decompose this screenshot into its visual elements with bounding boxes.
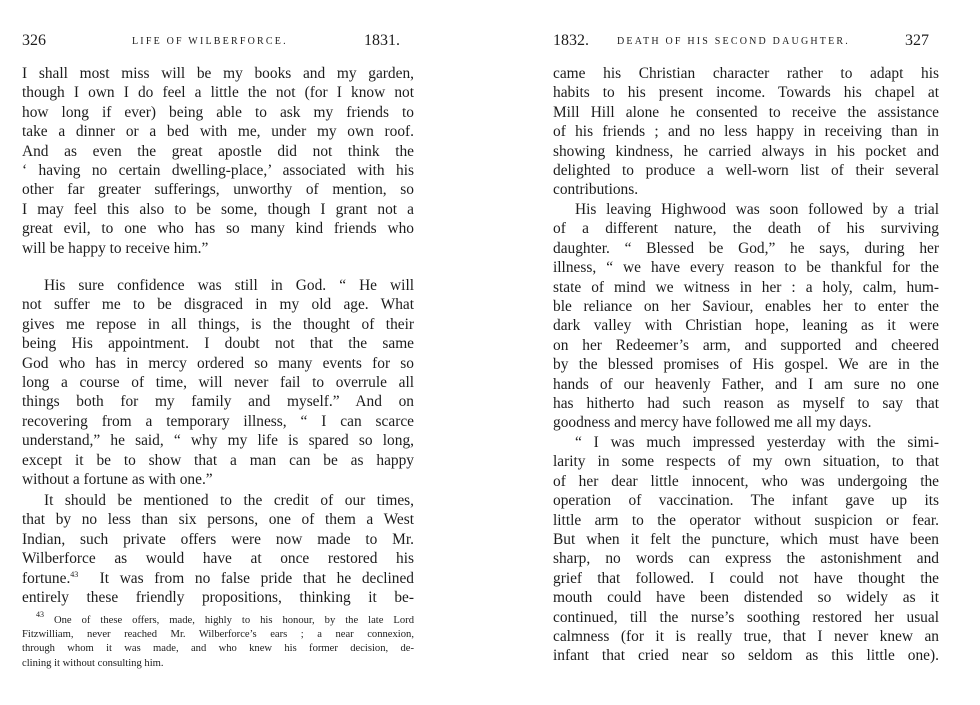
text-line: that by no less than six persons, one of them a West (22, 511, 414, 529)
text-line: hands of our heavenly Father, and I am sure no one (553, 375, 939, 393)
text-line: I shall most miss will be my books and my garden, (22, 65, 414, 82)
text-line: entirely these friendly propositions, thinking it be- (22, 588, 414, 606)
footnote-line: through whom it was made, and who knew his former decision, de- (22, 643, 414, 655)
text-line: on her Redeemer’s arm, and supported and cheered (553, 336, 939, 354)
text-line: of a different nature, the death of his surviving (553, 220, 939, 238)
left-page-header (22, 32, 414, 54)
text-line: daughter. “ Blessed be God,” he says, during her (553, 239, 939, 257)
text-line: has hitherto had such reason as myself to say that (553, 394, 939, 412)
text-line-with-footnote (22, 569, 414, 588)
text-line: will be happy to receive him.” (22, 239, 209, 257)
text-line: ble reliance on her Saviour, enables her to enter the (553, 297, 939, 315)
text-line: without a fortune as with one.” (22, 470, 213, 488)
right-page (553, 0, 939, 705)
year: 1831. (364, 32, 400, 49)
text-line: how long if ever) being able to ask my friends to (22, 103, 414, 121)
text-line: Mill Hill alone he consented to receive the assistance (553, 103, 939, 121)
text-line: came his Christian character rather to adapt his (553, 65, 939, 82)
footnote-text: One of these offers, made, highly to his honour, by the late Lord (53, 615, 414, 626)
text-line: except it be to show that a man can be as happy (22, 451, 414, 469)
footnote-line: Fitzwilliam, never reached Mr. Wilberforce’s ears ; a near connexion, (22, 629, 414, 641)
text-line: long a course of time, will never fail to overrule all (22, 373, 414, 391)
text-line: ‘ having no certain dwelling-place,’ associated with his (22, 161, 414, 179)
text-line: of his friends ; and no less happy in receiving than in (553, 123, 939, 141)
right-page-header (553, 32, 939, 54)
text-after-footnote-ref: It was from no false pride that he declined (99, 569, 414, 587)
text-line: sharp, no words can express the astonishment and (553, 550, 939, 568)
text-line: gives me repose in all things, is the thought of their (22, 315, 414, 333)
text-line: continued, till the nurse’s soothing restored her usual (553, 608, 939, 626)
footnote-marker: 43 (36, 610, 44, 619)
paragraph-1 (22, 64, 414, 258)
text-line: understand,” he said, “ why my life is spared so long, (22, 432, 414, 450)
paragraph-2 (22, 276, 414, 489)
paragraph-3 (22, 491, 414, 607)
text-line: But when it felt the puncture, which must have been (553, 530, 939, 548)
text-line: Wilberforce as would have at once restored his (22, 550, 414, 568)
text-line: other far greater sufferings, unworthy of mention, so (22, 181, 414, 199)
text-line: God who has in mercy ordered so many events for so (22, 354, 414, 372)
page-number: 327 (905, 32, 929, 49)
text-line: And as even the great apostle did not think the (22, 142, 414, 160)
paragraph-1 (553, 64, 939, 200)
paragraph-3 (553, 433, 939, 666)
paragraph-2 (553, 200, 939, 433)
text-line: calmness (for it is really true, that I never knew an (553, 627, 939, 645)
year: 1832. (553, 32, 589, 49)
fortune-word: fortune. (22, 569, 71, 587)
footnote (22, 610, 414, 671)
text-line: of her dear little innocent, who was undergoing the (553, 472, 939, 490)
text-line: things both for my family and myself.” And on (22, 393, 414, 411)
text-line: “ I was much impressed yesterday with the simi- (575, 434, 939, 451)
text-line: His leaving Highwood was soon followed by a trial (575, 201, 939, 218)
text-line: mouth could have been distended so widely as it (553, 589, 939, 607)
running-title: DEATH OF HIS SECOND DAUGHTER. (617, 36, 850, 47)
text-line: His sure confidence was still in God. “ He will (44, 277, 414, 294)
footnote-line (22, 610, 414, 628)
text-line: dark valley with Christian hope, leaning as it were (553, 317, 939, 335)
footnote-line: clining it without consulting him. (22, 657, 164, 669)
text-line: It should be mentioned to the credit of our times, (44, 492, 414, 509)
text-line: operation of vaccination. The infant gave up its (553, 492, 939, 510)
text-line: illness, “ we have every reason to be thankful for the (553, 259, 939, 277)
text-line: goodness and mercy have followed me all my days. (553, 414, 872, 432)
text-line: great evil, to one who has so many kind friends who (22, 220, 414, 238)
text-line: grief that followed. I could not have thought the (553, 569, 939, 587)
text-line: Indian, such private offers were now made to Mr. (22, 530, 414, 548)
text-line: delighted to produce a well-worn list of their several (553, 161, 939, 179)
text-line: being His appointment. I doubt not that the same (22, 335, 414, 353)
text-line: contributions. (553, 181, 639, 199)
page-number: 326 (22, 32, 46, 49)
left-page (22, 0, 414, 705)
text-line: take a dinner or a bed with me, under my own roof. (22, 123, 414, 141)
footnote-reference[interactable]: 43 (70, 569, 79, 579)
text-line: recovering from a temporary illness, “ I can scarce (22, 412, 414, 430)
text-line: not suffer me to be disgraced in my old age. What (22, 296, 414, 314)
text-line: habits to his present income. Towards his chapel at (553, 84, 939, 102)
text-line: little arm to the operator without suspicion or fear. (553, 511, 939, 529)
text-line: showing kindness, he carried always in his pocket and (553, 142, 939, 160)
text-line: though I own I do feel a little the not (for I know not (22, 84, 414, 102)
text-line: I may feel this also to be some, though I grant not a (22, 200, 414, 218)
text-line: infant that cried near so seldom as this little one). (553, 647, 939, 665)
text-line: larity in some respects of my own situation, to that (553, 453, 939, 471)
text-line: state of mind we witness in her : a holy, calm, hum- (553, 278, 939, 296)
text-line: by the blessed promises of His gospel. We are in the (553, 356, 939, 374)
running-title: LIFE OF WILBERFORCE. (132, 36, 288, 47)
